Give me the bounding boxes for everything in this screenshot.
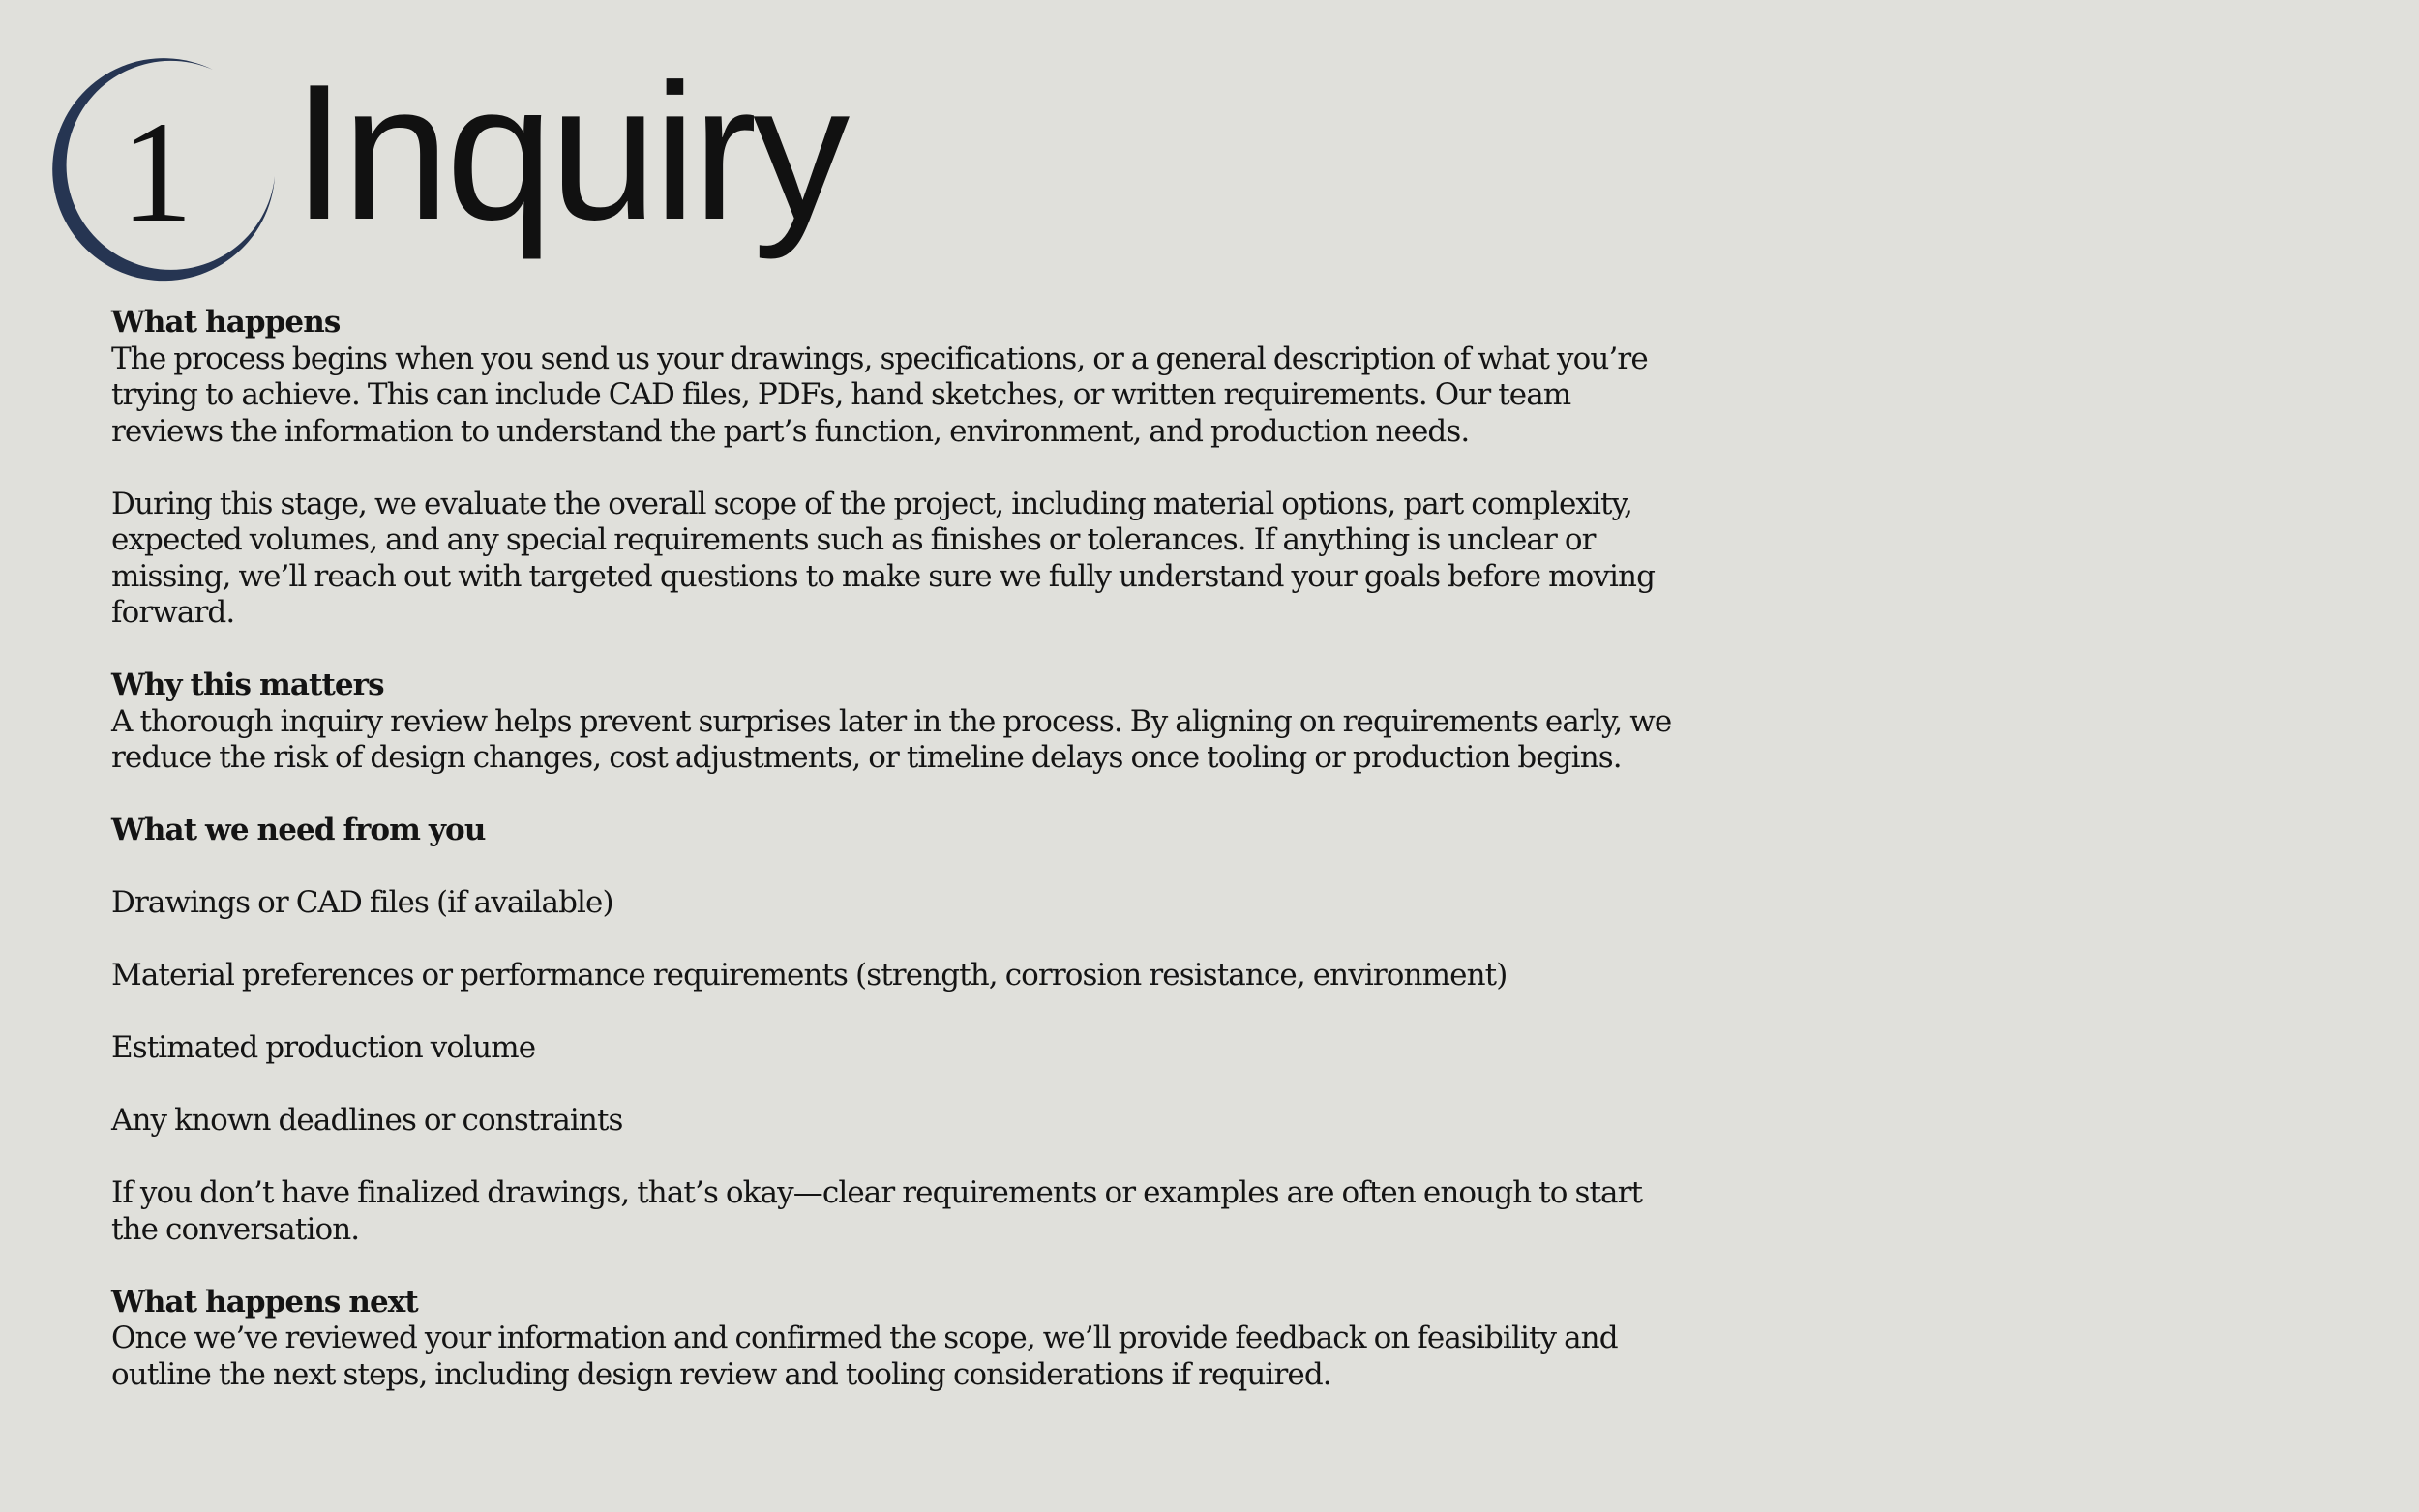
section-heading: What we need from you [111,813,486,847]
section-what-we-need [111,813,1679,1248]
list-item: Any known deadlines or constraints [111,1103,623,1138]
page-header [50,44,921,281]
paragraph: During this stage, we evaluate the overall scope of the project, including material options, part complexity, expected volumes, and any special requirements such as finishes or tolerances. If anything is unclear or missing, we’ll reach out with targeted questions to make sure we fully understand your goals before moving forward. [111,486,1656,630]
paragraph: A thorough inquiry review helps prevent surprises later in the process. By aligning on requirements early, we reduce the risk of design changes, cost adjustments, or timeline delays once tooling or production begins. [111,703,1672,775]
inquiry-content [111,305,1679,1393]
section-heading: What happens [111,305,341,340]
list-item: Material preferences or performance requirements (strength, corrosion resistance, environment) [111,958,1508,993]
list-item: Drawings or CAD files (if available) [111,885,613,920]
list-item: Estimated production volume [111,1030,536,1065]
section-why-this-matters [111,667,1679,777]
section-heading: What happens next [111,1284,418,1319]
paragraph: If you don’t have finalized drawings, that’s okay—clear requirements or examples are often enough to start the conversation. [111,1175,1643,1247]
section-what-happens-next [111,1285,1679,1394]
section-what-happens [111,305,1679,632]
step-number: 1 [120,92,194,252]
step-number-badge [50,54,283,286]
page-title: Inquiry [292,44,847,260]
paragraph: Once we’ve reviewed your information and confirmed the scope, we’ll provide feedback on feasibility and outline the next steps, including design review and tooling considerations if required. [111,1320,1618,1392]
paragraph: The process begins when you send us your drawings, specifications, or a general description of what you’re trying to achieve. This can include CAD files, PDFs, hand sketches, or written requirements. Our team reviews the information to understand the part’s function, environment, and production needs. [111,341,1648,449]
section-heading: Why this matters [111,667,384,702]
